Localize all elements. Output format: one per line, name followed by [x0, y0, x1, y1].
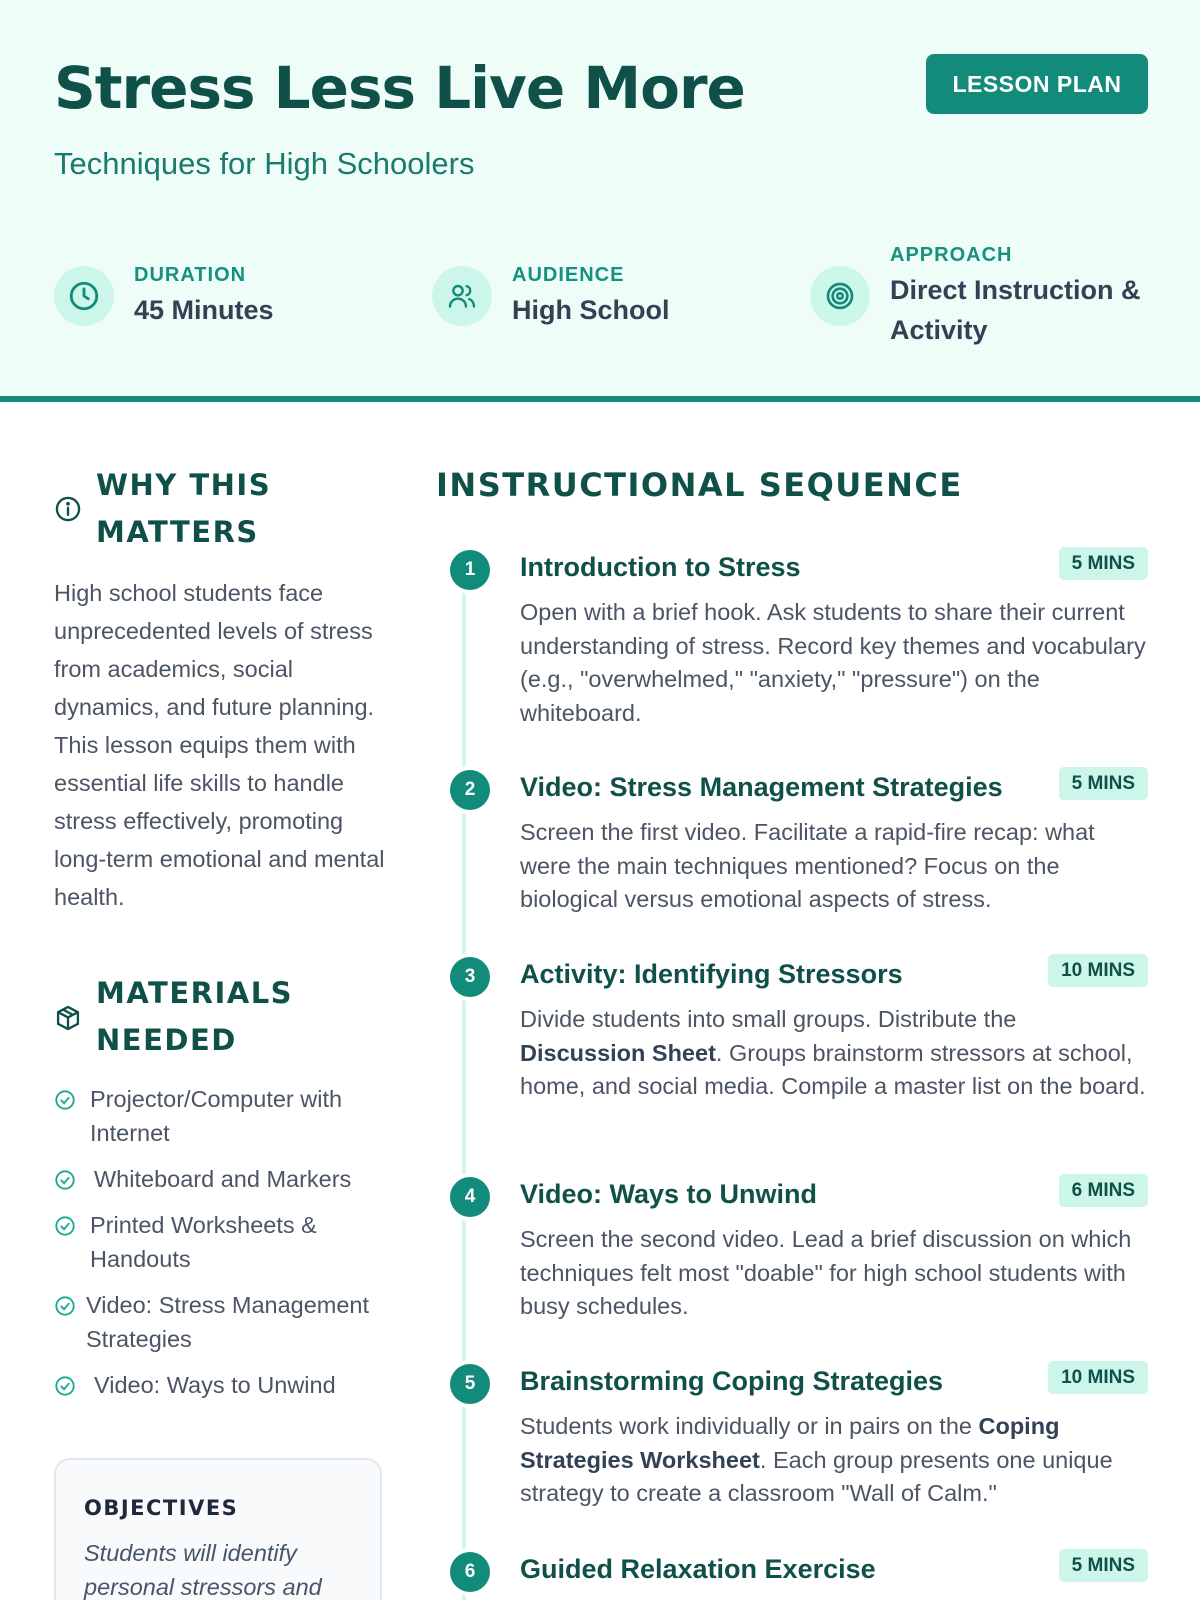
material-text: Projector/Computer with Internet	[90, 1086, 343, 1146]
step-description	[520, 816, 1146, 917]
step-title: Introduction to Stress	[520, 552, 801, 582]
objectives-card	[54, 1458, 382, 1600]
objectives-text: Students will identify personal stressors and	[84, 1540, 322, 1600]
step-title: Activity: Identifying Stressors	[520, 959, 903, 989]
step-number: 1	[450, 550, 490, 590]
info-icon	[54, 495, 82, 523]
list-item	[54, 1368, 394, 1402]
package-icon	[54, 1004, 82, 1032]
step-number: 4	[450, 1177, 490, 1217]
lesson-plan-badge: LESSON PLAN	[926, 54, 1148, 114]
meta-audience-label: AUDIENCE	[512, 264, 625, 286]
list-item	[54, 1208, 394, 1276]
meta-duration-value: 45 Minutes	[134, 295, 274, 325]
materials-icon-wrap	[54, 1004, 82, 1037]
step-title: Video: Stress Management Strategies	[520, 772, 1003, 802]
step-text: Students work individually or in pairs on the	[520, 1413, 979, 1439]
meta-audience-value: High School	[512, 295, 670, 325]
target-icon	[810, 266, 870, 326]
list-item	[54, 1162, 394, 1196]
step-number: 2	[450, 770, 490, 810]
meta-approach-value: Direct Instruction & Activity	[890, 275, 1141, 345]
step-number: 3	[450, 957, 490, 997]
step-text: Open with a brief hook. Ask students to share their current understanding of stress. Record key themes and vocabulary (e.g., "overwhelmed," "anxiety," "pressure") on the whiteboard.	[520, 599, 1146, 726]
check-circle-icon	[54, 1089, 76, 1111]
users-icon	[432, 266, 492, 326]
clock-icon	[54, 266, 114, 326]
step-emphasis: Discussion Sheet	[520, 1039, 716, 1066]
timeline-line	[462, 570, 466, 1600]
step-duration-badge: 5 MINS	[1059, 547, 1148, 580]
step-number: 5	[450, 1364, 490, 1404]
step-text: . Groups brainstorm stressors at school, home, and social media. Compile a master list on the board.	[520, 1039, 1146, 1099]
materials-heading: MATERIALS NEEDED	[96, 976, 294, 1057]
step-duration-badge: 5 MINS	[1059, 1549, 1148, 1582]
page-subtitle: Techniques for High Schoolers	[54, 146, 475, 181]
meta-approach-label: APPROACH	[890, 244, 1013, 266]
step-emphasis: Coping Strategies Worksheet	[520, 1413, 1060, 1473]
why-icon-wrap	[54, 495, 82, 528]
step-description	[520, 1003, 1146, 1104]
step-text: Divide students into small groups. Distribute the	[520, 1006, 1017, 1032]
step-number: 6	[450, 1552, 490, 1592]
why-text: High school students face unprecedented levels of stress from academics, social dynamics, and future planning. This lesson equips them with essential life skills to handle stress effectively, promoting long-term emotional and mental health.	[54, 580, 385, 910]
step-duration-badge: 6 MINS	[1059, 1174, 1148, 1207]
material-text: Video: Ways to Unwind	[94, 1372, 336, 1398]
step-text: Screen the second video. Lead a brief discussion on which techniques felt most "doable" for high school students with busy schedules.	[520, 1226, 1132, 1319]
list-item	[54, 1082, 394, 1150]
page-title: Stress Less Live More	[54, 54, 745, 122]
step-title: Video: Ways to Unwind	[520, 1179, 818, 1209]
check-circle-icon	[54, 1169, 76, 1191]
step-duration-badge: 10 MINS	[1048, 954, 1148, 987]
step-text: . Each group presents one unique strategy to create a classroom "Wall of Calm."	[520, 1446, 1113, 1506]
step-text: Screen the first video. Facilitate a rapid-fire recap: what were the main techniques mentioned? Focus on the biological versus emotional aspects of stress.	[520, 819, 1095, 912]
material-text: Printed Worksheets & Handouts	[90, 1212, 317, 1272]
material-text: Whiteboard and Markers	[94, 1166, 352, 1192]
materials-list	[54, 1082, 394, 1414]
check-circle-icon	[54, 1375, 76, 1397]
sequence-heading: INSTRUCTIONAL SEQUENCE	[436, 466, 963, 504]
step-description	[520, 1410, 1146, 1511]
step-title: Brainstorming Coping Strategies	[520, 1366, 944, 1396]
step-duration-badge: 10 MINS	[1048, 1361, 1148, 1394]
step-description	[520, 596, 1146, 730]
check-circle-icon	[54, 1295, 76, 1317]
objectives-heading: OBJECTIVES	[84, 1496, 239, 1520]
lesson-header	[0, 0, 1200, 402]
list-item	[54, 1288, 394, 1356]
meta-duration-label: DURATION	[134, 264, 247, 286]
check-circle-icon	[54, 1215, 76, 1237]
step-title: Guided Relaxation Exercise	[520, 1554, 876, 1584]
material-text: Video: Stress Management Strategies	[86, 1292, 370, 1352]
step-duration-badge: 5 MINS	[1059, 767, 1148, 800]
why-heading: WHY THIS MATTERS	[96, 468, 272, 549]
step-description	[520, 1223, 1146, 1324]
